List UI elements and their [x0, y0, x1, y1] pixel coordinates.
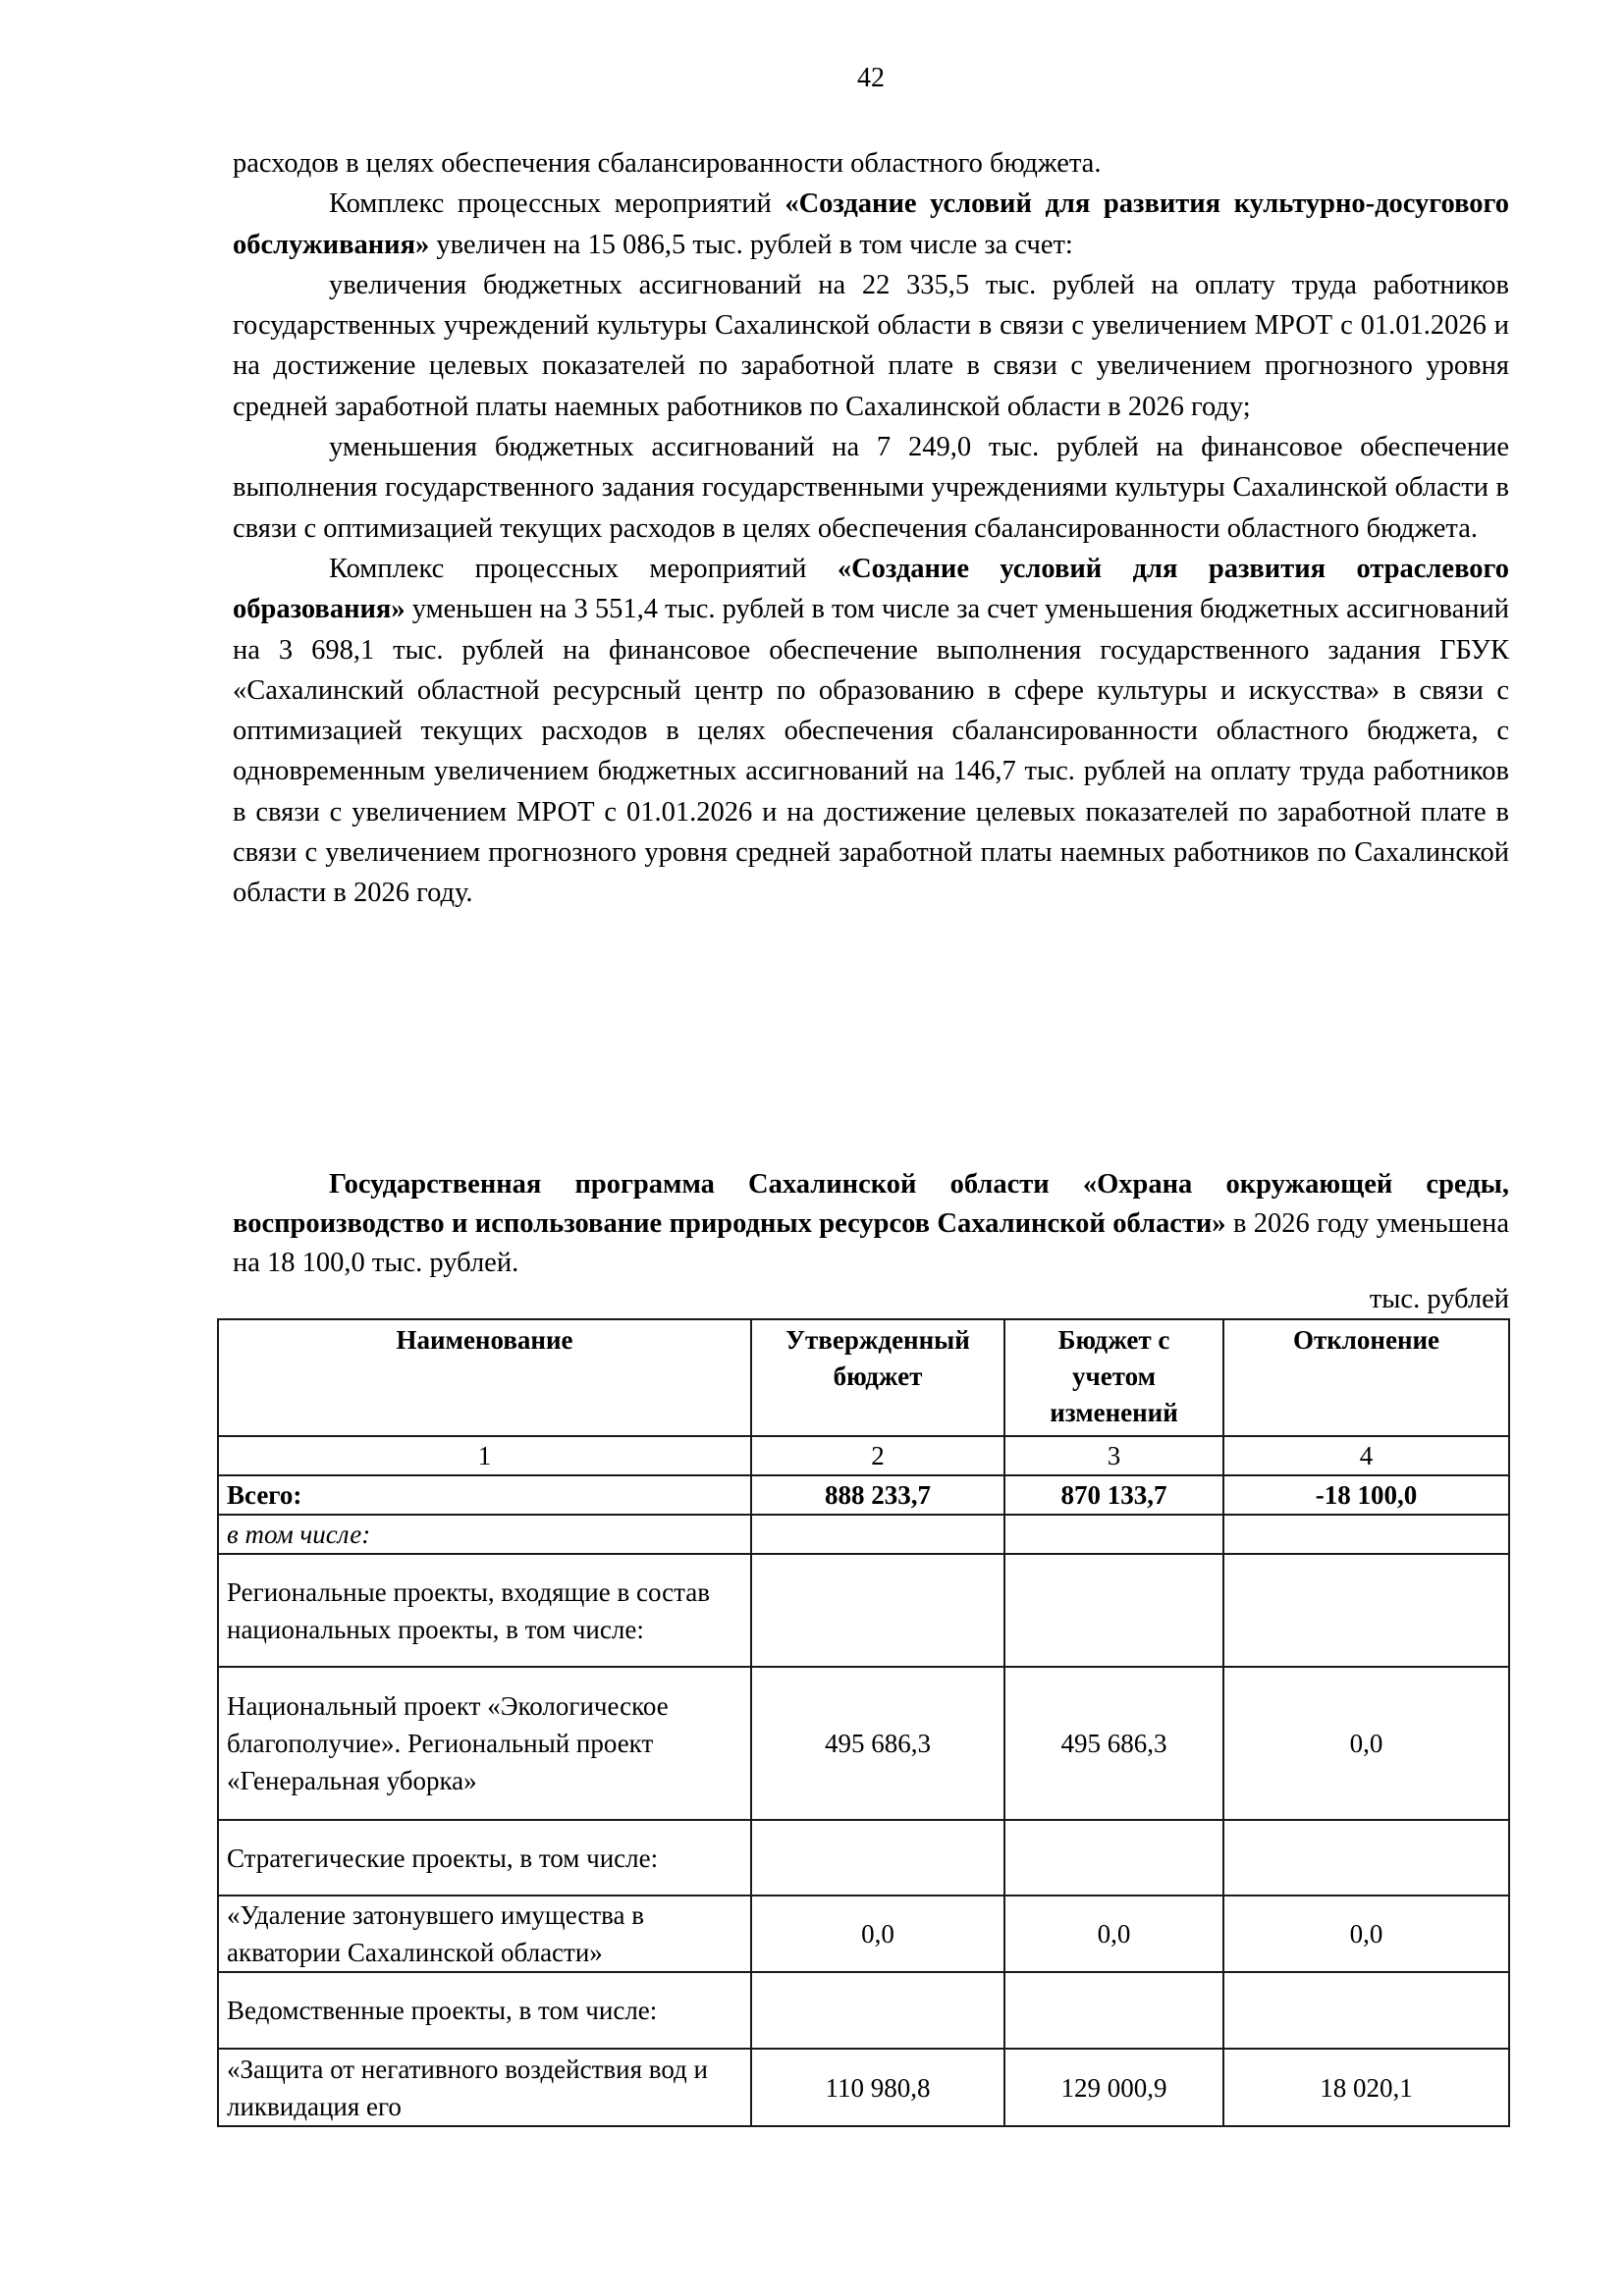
row-deviation [1223, 1554, 1509, 1667]
units-label: тыс. рублей [1369, 1284, 1509, 1314]
header-deviation: Отклонение [1223, 1319, 1509, 1436]
row-revised: 0,0 [1004, 1896, 1223, 1972]
row-deviation: 0,0 [1223, 1896, 1509, 1972]
table-row [218, 1515, 1509, 1554]
column-number: 2 [751, 1436, 1004, 1475]
table-row [218, 1820, 1509, 1896]
paragraph-decrease: уменьшения бюджетных ассигнований на 7 249,0 тыс. рублей на финансовое обеспечение выполнения государственного задания государственными учреждениями культуры Сахалинской области в связи с оптимизацией текущих расходов в целях обеспечения сбалансированности областного бюджета. [233, 432, 1509, 544]
paragraph-suffix: увеличен на 15 086,5 тыс. рублей в том числе за счет: [429, 229, 1073, 260]
row-deviation [1223, 1515, 1509, 1554]
header-revised: Бюджет с учетом изменений [1004, 1319, 1223, 1436]
row-name: Ведомственные проекты, в том числе: [218, 1972, 751, 2049]
row-revised [1004, 1820, 1223, 1896]
paragraph-continuation: расходов в целях обеспечения сбалансированности областного бюджета. [233, 148, 1102, 179]
row-deviation [1223, 1820, 1509, 1896]
table-row [218, 1896, 1509, 1972]
row-name: Региональные проекты, входящие в состав национальных проекты, в том числе: [218, 1554, 751, 1667]
row-approved: 110 980,8 [751, 2049, 1004, 2126]
table-row [218, 1667, 1509, 1820]
row-revised: 129 000,9 [1004, 2049, 1223, 2126]
paragraph-prefix: Комплекс процессных мероприятий [329, 553, 838, 584]
measure-title-sectoral-education: «Создание условий для развития отраслевого образования» [233, 553, 1509, 625]
row-name: «Удаление затонувшего имущества в акватории Сахалинской области» [218, 1896, 751, 1972]
row-revised: 495 686,3 [1004, 1667, 1223, 1820]
row-name: в том числе: [218, 1515, 751, 1554]
row-deviation: 18 020,1 [1223, 2049, 1509, 2126]
row-deviation: 0,0 [1223, 1667, 1509, 1820]
row-revised [1004, 1515, 1223, 1554]
column-number: 3 [1004, 1436, 1223, 1475]
row-approved [751, 1515, 1004, 1554]
row-approved [751, 1820, 1004, 1896]
row-approved: 495 686,3 [751, 1667, 1004, 1820]
budget-table [217, 1318, 1510, 2127]
row-approved: 0,0 [751, 1896, 1004, 1972]
paragraph-increase: увеличения бюджетных ассигнований на 22 335,5 тыс. рублей на оплату труда работников государственных учреждений культуры Сахалинской области в связи с увеличением МРОТ с 01.01.2026 и на достижение целевых показателей по заработной плате в связи с увеличением прогнозного уровня средней заработной платы наемных работников по Сахалинской области в 2026 году; [233, 269, 1509, 422]
row-revised [1004, 1554, 1223, 1667]
column-number: 4 [1223, 1436, 1509, 1475]
row-deviation: -18 100,0 [1223, 1475, 1509, 1515]
row-name: «Защита от негативного воздействия вод и ликвидация его [218, 2049, 751, 2126]
row-approved [751, 1554, 1004, 1667]
row-name: Национальный проект «Экологическое благополучие». Региональный проект «Генеральная уборка» [218, 1667, 751, 1820]
paragraph-culture-leisure [233, 184, 1509, 265]
measure-title-culture-leisure: «Создание условий для развития культурно-досугового обслуживания» [233, 188, 1510, 260]
row-deviation [1223, 1972, 1509, 2049]
row-approved: 888 233,7 [751, 1475, 1004, 1515]
paragraph-suffix: уменьшен на 3 551,4 тыс. рублей в том числе за счет уменьшения бюджетных ассигнований на 3 698,1 тыс. рублей на финансовое обеспечение выполнения государственного задания ГБУК «Сахалинский областной ресурсный центр по образованию в сфере культуры и искусства» в связи с оптимизацией текущих расходов в целях обеспечения сбалансированности областного бюджета, с одновременным увеличением бюджетных ассигнований на 146,7 тыс. рублей на оплату труда работников в связи с увеличением МРОТ с 01.01.2026 и на достижение целевых показателей по заработной плате в связи с увеличением прогнозного уровня средней заработной платы наемных работников по Сахалинской области в 2026 году. [233, 594, 1509, 909]
table-header-row [218, 1319, 1509, 1436]
paragraph-sectoral-education [233, 549, 1509, 914]
column-number-row [218, 1436, 1509, 1475]
row-approved [751, 1972, 1004, 2049]
program-heading-paragraph [233, 1165, 1509, 1283]
page-number: 42 [857, 63, 885, 93]
paragraph-prefix: Комплекс процессных мероприятий [329, 188, 785, 220]
row-revised: 870 133,7 [1004, 1475, 1223, 1515]
program-heading [233, 1165, 1509, 1283]
column-number: 1 [218, 1436, 751, 1475]
row-name: Стратегические проекты, в том числе: [218, 1820, 751, 1896]
header-approved: Утвержденный бюджет [751, 1319, 1004, 1436]
table-row [218, 1554, 1509, 1667]
body-text [233, 143, 1509, 914]
table-row-total [218, 1475, 1509, 1515]
program-title: Государственная программа Сахалинской области «Охрана окружающей среды, воспроизводство и использование природных ресурсов Сахалинской области» [233, 1169, 1509, 1239]
table-row [218, 2049, 1509, 2126]
program-summary: в 2026 году уменьшена на 18 100,0 тыс. рублей. [233, 1208, 1509, 1278]
header-name: Наименование [218, 1319, 751, 1436]
table-row [218, 1972, 1509, 2049]
row-revised [1004, 1972, 1223, 2049]
row-name: Всего: [218, 1475, 751, 1515]
